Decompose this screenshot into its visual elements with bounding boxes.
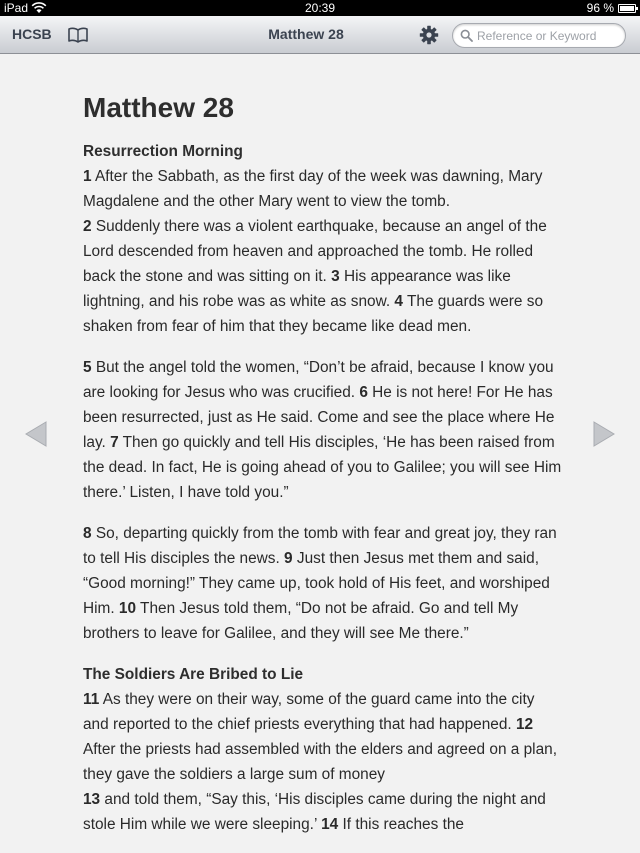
verse-text: The guards were so shaken from fear of him that they became like dead men. <box>83 293 544 335</box>
verse-text: Then Jesus told them, “Do not be afraid. Go and tell My brothers to leave for Galilee, and they will see Me there.” <box>83 600 519 642</box>
nav-bar <box>0 16 640 54</box>
nav-title: Matthew 28 <box>268 26 344 42</box>
verse-text: So, departing quickly from the tomb with fear and great joy, they ran to tell His disciples the news. <box>83 525 557 567</box>
verse-text: After the priests had assembled with the elders and agreed on a plan, they gave the soldiers a large sum of money <box>83 741 557 783</box>
paragraph-3 <box>83 521 563 646</box>
verse-number: 2 <box>83 218 92 235</box>
battery-icon <box>618 4 636 13</box>
verse-number: 1 <box>83 168 92 185</box>
version-button[interactable]: HCSB <box>12 26 52 42</box>
verse-number: 4 <box>394 293 403 310</box>
verse-number: 13 <box>83 791 101 808</box>
search-icon <box>460 29 473 42</box>
section-heading-soldiers: The Soldiers Are Bribed to Lie <box>83 666 304 683</box>
battery-percentage: 96 % <box>586 1 614 15</box>
status-bar <box>0 0 640 16</box>
chapter-content <box>83 90 563 853</box>
verse-number: 11 <box>83 691 100 708</box>
verse-text: After the Sabbath, as the first day of the week was dawning, Mary Magdalene and the other Mary went to view the tomb. <box>83 168 543 210</box>
search-field[interactable] <box>452 23 626 48</box>
search-input[interactable] <box>477 27 622 45</box>
verse-text: Then go quickly and tell His disciples, ‘He has been raised from the dead. In fact, He is going ahead of you to Galilee; you will see Him there.’ Listen, I have told you.” <box>83 434 562 501</box>
verse-number: 8 <box>83 525 92 542</box>
chapter-title: Matthew 28 <box>83 92 234 123</box>
verse-number: 12 <box>515 716 534 733</box>
paragraph-4 <box>83 687 563 837</box>
carrier-label: iPad <box>4 1 29 15</box>
verse-number: 3 <box>331 268 340 285</box>
verse-number: 10 <box>118 600 137 617</box>
verse-text: As they were on their way, some of the guard came into the city and reported to the chief priests everything that had happened. <box>83 691 535 733</box>
next-chapter-arrow-icon[interactable] <box>593 421 615 447</box>
gear-icon[interactable] <box>419 25 439 45</box>
paragraph-2 <box>83 355 563 505</box>
verse-text: His appearance was like lightning, and his robe was as white as snow. <box>83 268 511 310</box>
paragraph-1 <box>83 164 563 339</box>
verse-text: But the angel told the women, “Don’t be afraid, because I know you are looking for Jesus who was crucified. <box>83 359 554 401</box>
clock: 20:39 <box>304 1 336 15</box>
verse-text: If this reaches the <box>338 816 464 833</box>
verse-text: Just then Jesus met them and said, “Good morning!” They came up, took hold of His feet, and worshiped Him. <box>83 550 550 617</box>
verse-text: He is not here! For He has been resurrected, just as He said. Come and see the place where He lay. <box>83 384 555 451</box>
verse-text: Suddenly there was a violent earthquake, because an angel of the Lord descended from heaven and approached the tomb. He rolled back the stone and was sitting on it. <box>83 218 547 285</box>
verse-text: and told them, “Say this, ‘His disciples came during the night and stole Him while we were sleeping.’ <box>83 791 546 833</box>
previous-chapter-arrow-icon[interactable] <box>25 421 47 447</box>
verse-number: 9 <box>284 550 293 567</box>
verse-number: 6 <box>359 384 368 401</box>
section-heading-resurrection: Resurrection Morning <box>83 143 243 160</box>
verse-number: 7 <box>110 434 119 451</box>
verse-number: 5 <box>83 359 92 376</box>
verse-number: 14 <box>321 816 339 833</box>
